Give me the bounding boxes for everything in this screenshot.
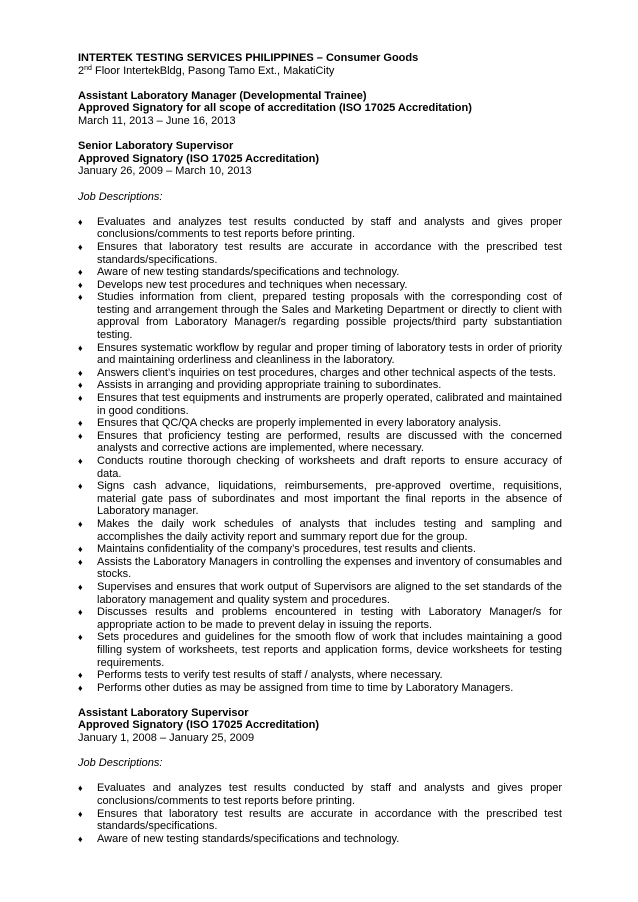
duty-item [78, 556, 562, 581]
duty-text: Answers client’s inquiries on test procedures, charges and other technical aspects of the tests. [97, 366, 556, 379]
position-assistant-lab-supervisor [78, 707, 562, 846]
duty-item [78, 417, 562, 430]
diamond-bullet-icon: ♦ [78, 241, 83, 252]
duty-text: Ensures that laboratory test results are accurate in accordance with the prescribed test standards/specifications. [97, 807, 562, 833]
diamond-bullet-icon: ♦ [78, 267, 83, 278]
diamond-bullet-icon: ♦ [78, 216, 83, 227]
duty-item [78, 279, 562, 292]
duty-item [78, 266, 562, 279]
address-text: Floor IntertekBldg, Pasong Tamo Ext., MakatiCity [91, 64, 335, 77]
duty-text: Develops new test procedures and techniques when necessary. [97, 278, 408, 291]
diamond-bullet-icon: ♦ [78, 607, 83, 618]
duty-text: Maintains confidentiality of the company’s procedures, test results and clients. [97, 543, 476, 556]
duty-text: Studies information from client, prepared testing proposals with the corresponding cost of testing and arrangement through the Sales and Marketing Department or directly to client with approval from Laboratory Manager/s regarding possible projects/third party substantiation testing. [97, 291, 562, 342]
duty-text: Ensures that test equipments and instruments are properly operated, calibrated and maintained in good conditions. [97, 392, 562, 417]
duty-item [78, 480, 562, 518]
diamond-bullet-icon: ♦ [78, 393, 83, 404]
duty-text: Ensures systematic workflow by regular and proper timing of laboratory tests in order of priority and maintaining orderliness and cleanliness in the laboratory. [97, 341, 562, 367]
duty-text: Performs other duties as may be assigned from time to time by Laboratory Managers. [97, 681, 514, 694]
duty-text: Aware of new testing standards/specifications and technology. [97, 832, 400, 845]
job-descriptions-heading: Job Descriptions: [78, 757, 163, 770]
diamond-bullet-icon: ♦ [78, 783, 83, 794]
duties-list [78, 782, 562, 845]
duty-item [78, 367, 562, 380]
duty-text: Conducts routine thorough checking of worksheets and draft reports to ensure accuracy of data. [97, 455, 562, 480]
diamond-bullet-icon: ♦ [78, 367, 83, 378]
duty-item [78, 782, 562, 807]
diamond-bullet-icon: ♦ [78, 544, 83, 555]
duty-text: Assists in arranging and providing appropriate training to subordinates. [97, 379, 442, 392]
duty-text: Signs cash advance, liquidations, reimbursements, pre-approved overtime, requisitions, material gate pass of subordinates and most important the final reports in the absence of Laboratory manager. [97, 480, 562, 518]
company-name: INTERTEK TESTING SERVICES PHILIPPINES – Consumer Goods [78, 52, 419, 64]
duty-text: Performs tests to verify test results of staff / analysts, where necessary. [97, 669, 443, 682]
duty-text: Sets procedures and guidelines for the smooth flow of work that includes maintaining a good filling system of worksheets, test reports and application forms, device worksheets for testing requirements. [97, 631, 562, 669]
duty-text: Evaluates and analyzes test results conducted by staff and analysts and gives proper conclusions/comments to test reports before printing. [97, 215, 562, 241]
position-assistant-lab-manager [78, 90, 562, 128]
duty-item [78, 379, 562, 392]
position-title: Assistant Laboratory Supervisor [78, 706, 249, 719]
duty-item [78, 581, 562, 606]
duty-item [78, 291, 562, 341]
duty-text: Supervises and ensures that work output of Supervisors are aligned to the set standards of the laboratory management and quality system and procedures. [97, 580, 562, 606]
position-dates: March 11, 2013 – June 16, 2013 [78, 114, 236, 127]
company-header [78, 52, 562, 77]
position-title: Senior Laboratory Supervisor [78, 140, 234, 153]
duties-list [78, 216, 562, 695]
duty-text: Assists the Laboratory Managers in controlling the expenses and inventory of consumables and stocks. [97, 555, 562, 581]
position-dates: January 1, 2008 – January 25, 2009 [78, 732, 255, 745]
duty-item [78, 669, 562, 682]
diamond-bullet-icon: ♦ [78, 581, 83, 592]
diamond-bullet-icon: ♦ [78, 342, 83, 353]
floor-number: 2 [78, 64, 85, 77]
duty-text: Ensures that laboratory test results are accurate in accordance with the prescribed test standards/specifications. [97, 240, 562, 266]
diamond-bullet-icon: ♦ [78, 380, 83, 391]
duty-text: Ensures that proficiency testing are performed, results are discussed with the concerned analysts and corrective actions are implemented, where necessary. [97, 429, 562, 455]
position-signatory: Approved Signatory (ISO 17025 Accreditation) [78, 152, 320, 165]
duty-item [78, 430, 562, 455]
diamond-bullet-icon: ♦ [78, 279, 83, 290]
duty-text: Makes the daily work schedules of analysts that includes testing and sampling and accomplishes the daily activity report and summary report due for the group. [97, 517, 562, 543]
diamond-bullet-icon: ♦ [78, 418, 83, 429]
duty-item [78, 808, 562, 833]
duty-text: Discusses results and problems encountered in testing with Laboratory Manager/s for appropriate action to be made to prevent delay in issuing the reports. [97, 606, 562, 631]
duty-item [78, 216, 562, 241]
duty-text: Ensures that QC/QA checks are properly implemented in every laboratory analysis. [97, 417, 502, 430]
diamond-bullet-icon: ♦ [78, 481, 83, 492]
duty-item [78, 631, 562, 669]
resume-page [78, 52, 562, 845]
position-dates: January 26, 2009 – March 10, 2013 [78, 165, 252, 178]
position-signatory: Approved Signatory (ISO 17025 Accreditation) [78, 719, 320, 732]
diamond-bullet-icon: ♦ [78, 632, 83, 643]
diamond-bullet-icon: ♦ [78, 292, 83, 303]
floor-ordinal: nd [84, 64, 92, 72]
duty-item [78, 455, 562, 480]
diamond-bullet-icon: ♦ [78, 833, 83, 844]
diamond-bullet-icon: ♦ [78, 556, 83, 567]
diamond-bullet-icon: ♦ [78, 518, 83, 529]
position-signatory: Approved Signatory for all scope of accreditation (ISO 17025 Accreditation) [78, 102, 472, 115]
position-title: Assistant Laboratory Manager (Developmental Trainee) [78, 89, 367, 102]
diamond-bullet-icon: ♦ [78, 430, 83, 441]
diamond-bullet-icon: ♦ [78, 670, 83, 681]
company-address [78, 65, 562, 78]
duty-text: Aware of new testing standards/specifications and technology. [97, 266, 400, 279]
duty-item [78, 543, 562, 556]
duty-item [78, 342, 562, 367]
position-senior-lab-supervisor [78, 140, 562, 694]
duty-item [78, 392, 562, 417]
diamond-bullet-icon: ♦ [78, 456, 83, 466]
diamond-bullet-icon: ♦ [78, 808, 83, 819]
duty-item [78, 606, 562, 631]
duty-item [78, 682, 562, 695]
diamond-bullet-icon: ♦ [78, 682, 83, 693]
duty-text: Evaluates and analyzes test results conducted by staff and analysts and gives proper conclusions/comments to test reports before printing. [97, 782, 562, 808]
job-descriptions-heading: Job Descriptions: [78, 190, 163, 203]
duty-item [78, 518, 562, 543]
duty-item [78, 833, 562, 846]
duty-item [78, 241, 562, 266]
